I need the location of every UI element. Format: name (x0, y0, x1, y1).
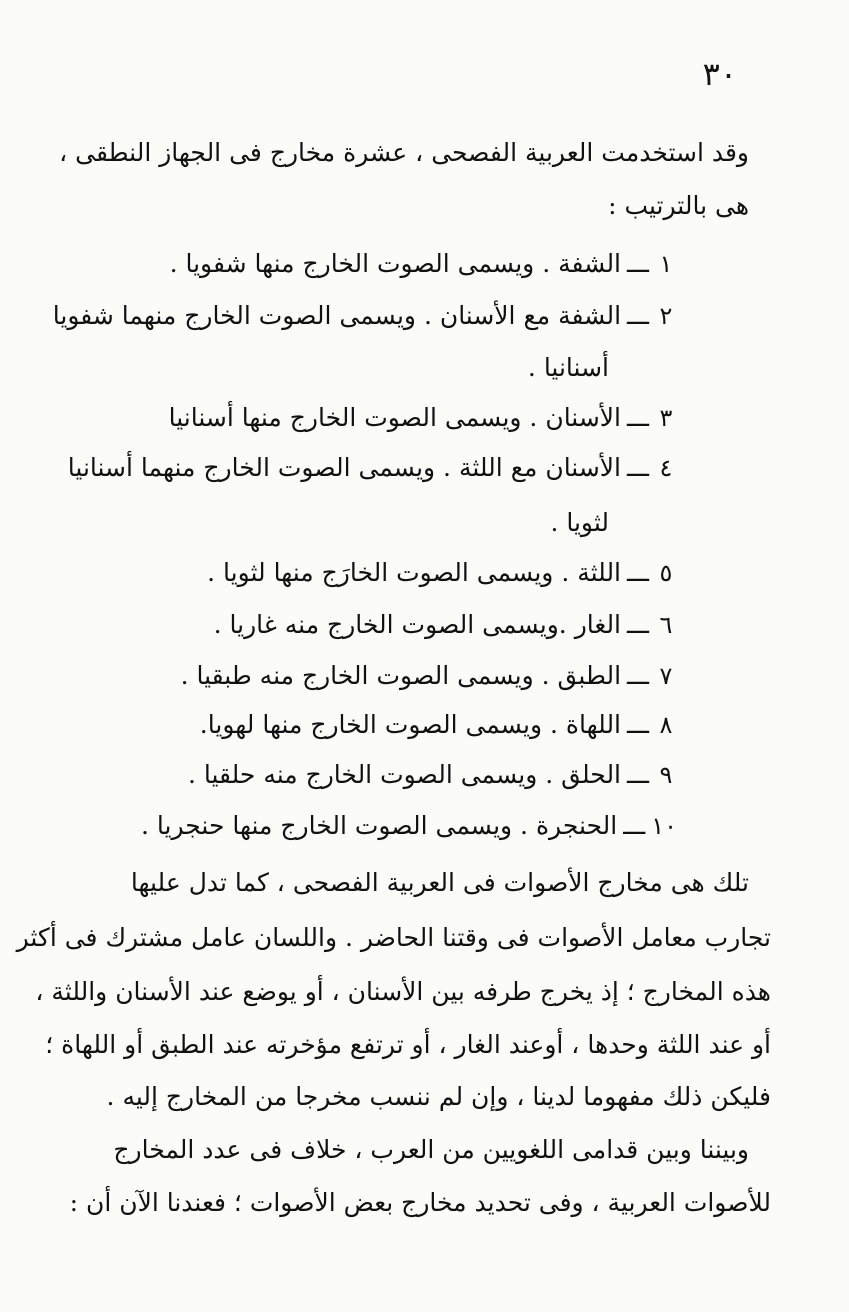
list-item-text: الغار .ويسمى الصوت الخارج منه غاريا . (213, 610, 622, 639)
list-item (68, 455, 677, 480)
list-item-text: الشفة مع الأسنان . ويسمى الصوت الخارج منهما شفويا (52, 301, 622, 330)
list-item-continuation: لثويا . (550, 508, 609, 537)
list-item-dash: ـــ (627, 403, 649, 432)
list-item-text: الطبق . ويسمى الصوت الخارج منه طبقيا . (180, 661, 622, 690)
list-item-text: الحنجرة . ويسمى الصوت الخارج منها حنجريا . (141, 811, 618, 840)
list-item (141, 813, 677, 838)
paragraph-1-line-5: فليكن ذلك مفهوما لدينا ، وإن لم ننسب مخرجا من المخارج إليه . (106, 1082, 771, 1111)
list-item-number: ٩ (659, 761, 673, 789)
paragraph-2-line-1: وبيننا وبين قدامى اللغويين من العرب ، خلاف فى عدد المخارج (113, 1135, 749, 1164)
list-item-number: ٥ (659, 559, 673, 587)
list-item-text: الحلق . ويسمى الصوت الخارج منه حلقيا . (187, 760, 622, 789)
intro-line-2: هى بالترتيب : (608, 191, 749, 220)
list-item-dash: ـــ (627, 558, 649, 587)
paragraph-1-line-2: تجارب معامل الأصوات فى وقتنا الحاضر . واللسان عامل مشترك فى أكثر (16, 923, 771, 952)
list-item (53, 303, 677, 328)
list-item (170, 251, 677, 276)
list-item-number: ١٠ (651, 812, 677, 840)
list-item-dash: ـــ (627, 710, 649, 739)
list-item-number: ١ (659, 250, 673, 278)
list-item-number: ٣ (659, 404, 673, 432)
list-item-number: ٧ (659, 662, 673, 690)
list-item (181, 663, 677, 688)
paragraph-1-line-4: أو عند اللثة وحدها ، أوعند الغار ، أو ترتفع مؤخرته عند الطبق أو اللهاة ؛ (45, 1030, 771, 1059)
list-item-number: ٨ (659, 711, 673, 739)
list-item-text: الشفة . ويسمى الصوت الخارج منها شفويا . (169, 249, 622, 278)
list-item-text: اللهاة . ويسمى الصوت الخارج منها لهويا. (199, 710, 622, 739)
list-item-dash: ـــ (627, 249, 649, 278)
list-item-number: ٢ (659, 302, 673, 330)
list-item-number: ٤ (659, 454, 673, 482)
list-item-dash: ـــ (627, 301, 649, 330)
page-number: ٣٠ (702, 55, 737, 93)
list-item (214, 612, 677, 637)
list-item-dash: ـــ (623, 811, 646, 840)
list-item-text: اللثة . ويسمى الصوت الخارَج منها لثويا . (207, 558, 622, 587)
intro-line-1: وقد استخدمت العربية الفصحى ، عشرة مخارج فى الجهاز النطقى ، (59, 138, 749, 167)
list-item-text: الأسنان . ويسمى الصوت الخارج منها أسنانيا (168, 403, 622, 432)
paragraph-1-line-3: هذه المخارج ؛ إذ يخرج طرفه بين الأسنان ، أو يوضع عند الأسنان واللثة ، (35, 977, 771, 1006)
list-item-continuation: أسنانيا . (527, 353, 609, 382)
list-item (207, 560, 677, 585)
list-item-text: الأسنان مع اللثة . ويسمى الصوت الخارج منهما أسنانيا (67, 453, 622, 482)
paragraph-1-line-1: تلك هى مخارج الأصوات فى العربية الفصحى ، كما تدل عليها (130, 868, 749, 897)
paragraph-2-line-2: للأصوات العربية ، وفى تحديد مخارج بعض الأصوات ؛ فعندنا الآن أن : (69, 1188, 771, 1217)
list-item (188, 762, 677, 787)
list-item-dash: ـــ (627, 453, 649, 482)
list-item-dash: ـــ (627, 760, 649, 789)
list-item (200, 712, 677, 737)
list-item-dash: ـــ (627, 661, 649, 690)
list-item (169, 405, 677, 430)
list-item-dash: ـــ (627, 610, 649, 639)
list-item-number: ٦ (659, 611, 673, 639)
